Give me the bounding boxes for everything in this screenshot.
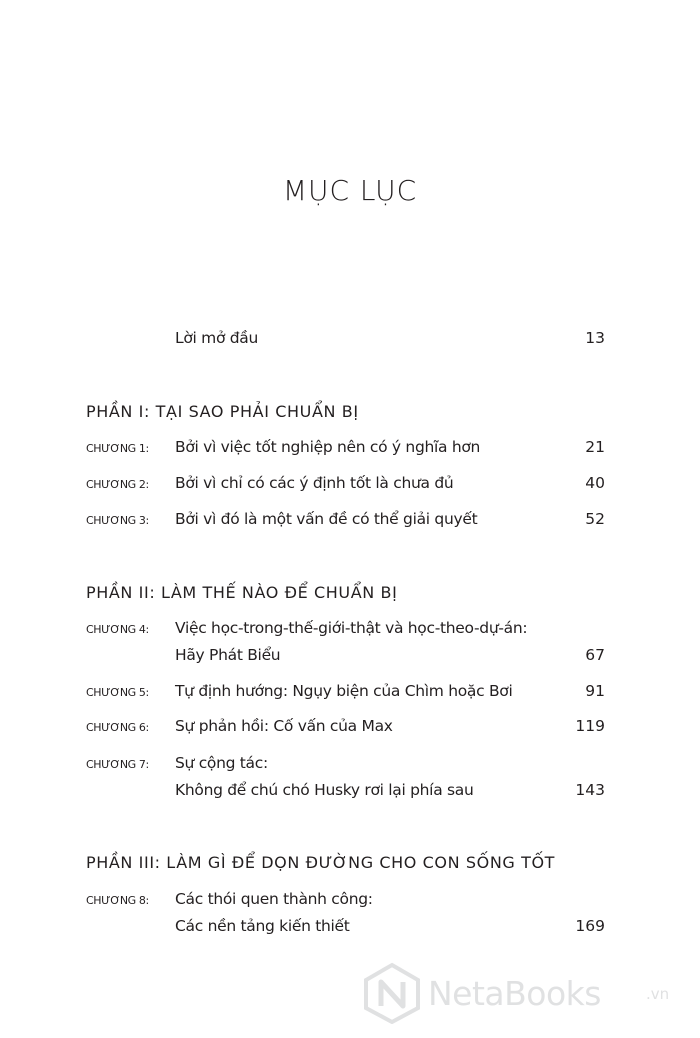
chapter-label: CHƯƠNG 7:	[86, 758, 149, 771]
watermark-suffix: .vn	[646, 985, 670, 1003]
chapter-label: CHƯƠNG 6:	[86, 721, 149, 734]
chapter-page: 21	[585, 438, 605, 456]
toc-entry-chapter-4-cont	[0, 646, 700, 668]
watermark-brand: NetaBooks	[428, 974, 601, 1013]
chapter-title: Bởi vì chỉ có các ý định tốt là chưa đủ	[175, 474, 454, 492]
chapter-title-line-2: Hãy Phát Biểu	[175, 646, 281, 664]
toc-entry-chapter-3	[0, 510, 700, 532]
toc-entry-chapter-7-cont	[0, 781, 700, 803]
chapter-title: Bởi vì đó là một vấn đề có thể giải quyết	[175, 510, 478, 528]
chapter-label: CHƯƠNG 4:	[86, 623, 149, 636]
chapter-page: 143	[575, 781, 605, 799]
toc-entry-page: 13	[585, 329, 605, 347]
chapter-title: Bởi vì việc tốt nghiệp nên có ý nghĩa hơn	[175, 438, 481, 456]
toc-entry-text: Lời mở đầu	[175, 329, 259, 347]
part-heading-3: PHẦN III: LÀM GÌ ĐỂ DỌN ĐƯỜNG CHO CON SỐNG TỐT	[86, 853, 556, 872]
chapter-title-line-2: Các nền tảng kiến thiết	[175, 917, 350, 935]
chapter-label: CHƯƠNG 1:	[86, 442, 149, 455]
toc-entry-chapter-6	[0, 717, 700, 739]
part-heading-1: PHẦN I: TẠI SAO PHẢI CHUẨN BỊ	[86, 402, 359, 421]
chapter-label: CHƯƠNG 8:	[86, 894, 149, 907]
netabooks-watermark	[362, 962, 692, 1026]
chapter-title-line-1: Các thói quen thành công:	[175, 890, 373, 908]
chapter-title: Tự định hướng: Ngụy biện của Chìm hoặc Bơi	[175, 682, 513, 700]
toc-entry-chapter-8-cont	[0, 917, 700, 939]
toc-entry-chapter-1	[0, 438, 700, 460]
toc-entry-chapter-2	[0, 474, 700, 496]
chapter-page: 119	[575, 717, 605, 735]
chapter-label: CHƯƠNG 5:	[86, 686, 149, 699]
page-title: MỤC LỤC	[282, 174, 418, 207]
chapter-page: 169	[575, 917, 605, 935]
chapter-label: CHƯƠNG 2:	[86, 478, 149, 491]
toc-entry-chapter-4	[0, 619, 700, 641]
chapter-title-line-1: Sự cộng tác:	[175, 754, 268, 772]
chapter-page: 67	[585, 646, 605, 664]
netabooks-logo-icon	[362, 962, 422, 1024]
part-heading-2: PHẦN II: LÀM THẾ NÀO ĐỂ CHUẨN BỊ	[86, 583, 398, 602]
chapter-title-line-1: Việc học-trong-thế-giới-thật và học-theo-dự-án:	[175, 619, 528, 637]
chapter-page: 52	[585, 510, 605, 528]
chapter-title: Sự phản hồi: Cố vấn của Max	[175, 717, 393, 735]
chapter-page: 40	[585, 474, 605, 492]
toc-entry-chapter-5	[0, 682, 700, 704]
toc-entry-preface	[0, 329, 700, 351]
toc-entry-chapter-8	[0, 890, 700, 912]
chapter-label: CHƯƠNG 3:	[86, 514, 149, 527]
chapter-page: 91	[585, 682, 605, 700]
toc-entry-chapter-7	[0, 754, 700, 776]
chapter-title-line-2: Không để chú chó Husky rơi lại phía sau	[175, 781, 474, 799]
